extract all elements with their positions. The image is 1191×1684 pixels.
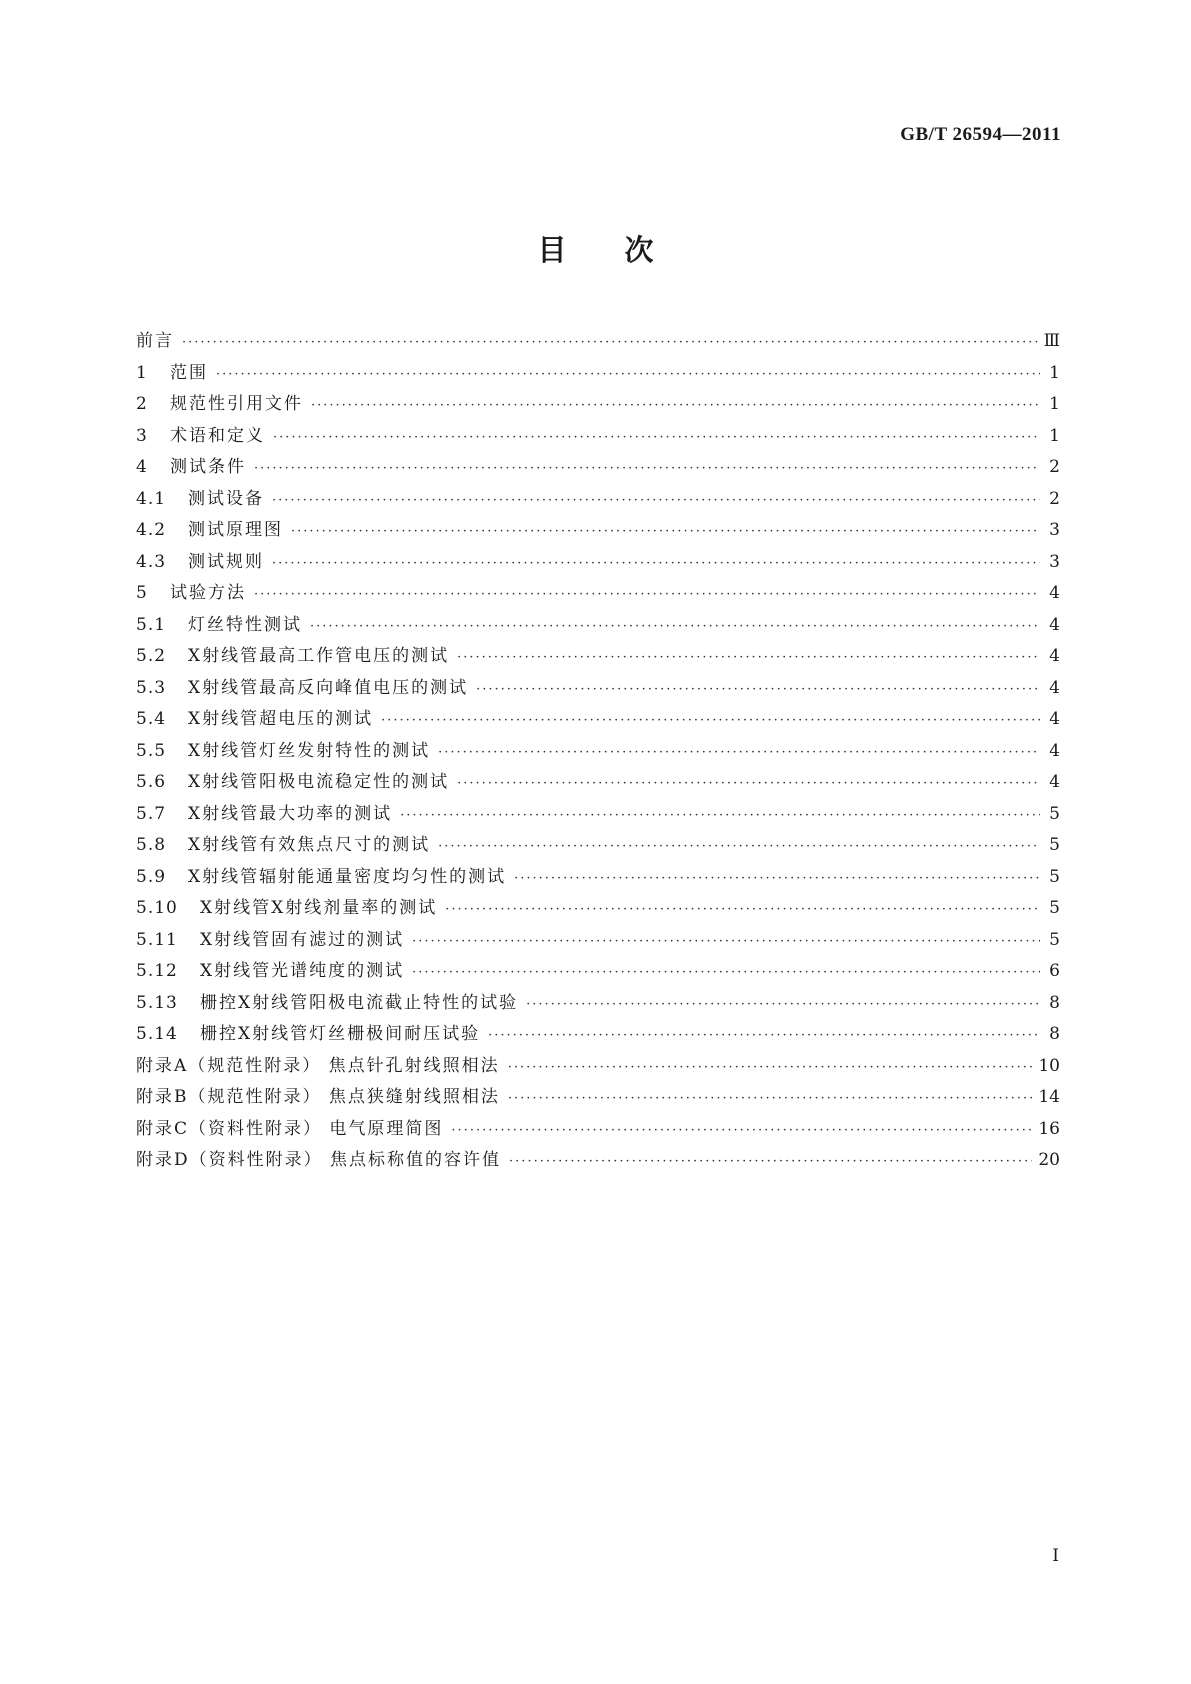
page-number: I (1052, 1546, 1059, 1566)
toc-entry-page: 16 (1038, 1118, 1060, 1139)
toc-leader-dots (514, 871, 1040, 886)
toc-entry-title: X射线管超电压的测试 (188, 709, 374, 729)
toc-entry-page: 1 (1049, 362, 1060, 383)
toc-entry-number: 5.12 (136, 961, 178, 981)
toc-leader-dots (311, 398, 1040, 413)
toc-entry-page: 4 (1049, 677, 1060, 698)
toc-leader-dots (412, 934, 1040, 949)
toc-entry[interactable] (136, 1145, 1060, 1177)
toc-entry-title: X射线管光谱纯度的测试 (200, 961, 405, 981)
toc-leader-dots (254, 461, 1040, 476)
toc-leader-dots (457, 776, 1040, 791)
toc-entry-page: 4 (1049, 709, 1060, 729)
toc-entry-title: X射线管有效焦点尺寸的测试 (188, 835, 431, 855)
toc-entry-title: 测试原理图 (188, 520, 283, 540)
toc-leader-dots (508, 1091, 1032, 1106)
toc-entry-number: 5.13 (136, 992, 178, 1013)
toc-entry-number: 3 (136, 425, 148, 446)
toc-leader-dots (508, 1060, 1033, 1075)
toc-entry-title: X射线管辐射能通量密度均匀性的测试 (188, 866, 507, 887)
toc-entry[interactable] (136, 326, 1060, 358)
toc-leader-dots (381, 713, 1040, 728)
toc-entry-page: 5 (1049, 866, 1060, 887)
toc-entry[interactable] (136, 484, 1060, 516)
toc-leader-dots (445, 902, 1040, 917)
toc-entry-title: X射线管固有滤过的测试 (200, 929, 405, 950)
toc-entry-page: 5 (1049, 803, 1060, 824)
toc-entry[interactable] (136, 578, 1060, 610)
table-of-contents (136, 326, 1060, 1177)
toc-entry-title: 栅控X射线管灯丝栅极间耐压试验 (200, 1024, 481, 1044)
toc-entry-number: 5.4 (136, 709, 167, 729)
toc-entry-title: 术语和定义 (170, 425, 265, 446)
toc-entry[interactable] (136, 862, 1060, 894)
toc-entry[interactable] (136, 452, 1060, 484)
toc-leader-dots (291, 524, 1040, 539)
toc-entry-title: 前言 (136, 331, 174, 351)
toc-entry-number: 5.5 (136, 740, 167, 761)
toc-entry[interactable] (136, 893, 1060, 925)
toc-entry-number: 5.10 (136, 898, 178, 918)
toc-entry-page: 4 (1049, 583, 1060, 603)
toc-leader-dots (476, 682, 1040, 697)
toc-entry-number: 5.8 (136, 835, 167, 855)
toc-entry[interactable] (136, 1051, 1060, 1083)
toc-entry[interactable] (136, 767, 1060, 799)
toc-entry-page: 20 (1038, 1150, 1060, 1170)
toc-entry-title: 附录A（规范性附录） 焦点针孔射线照相法 (136, 1055, 500, 1076)
toc-leader-dots (451, 1123, 1032, 1138)
toc-entry-page: 4 (1049, 646, 1060, 666)
toc-entry-title: 测试设备 (188, 488, 264, 509)
toc-entry[interactable] (136, 515, 1060, 547)
toc-entry-title: 灯丝特性测试 (188, 614, 302, 635)
toc-entry-number: 5.11 (136, 929, 178, 950)
toc-leader-dots (438, 839, 1040, 854)
toc-entry-number: 5.6 (136, 772, 167, 792)
toc-entry[interactable] (136, 956, 1060, 988)
toc-entry-page: 4 (1049, 772, 1060, 792)
toc-entry[interactable] (136, 547, 1060, 579)
toc-entry[interactable] (136, 358, 1060, 390)
toc-entry-title: 测试条件 (170, 457, 246, 477)
toc-entry-page: 6 (1049, 961, 1060, 981)
toc-entry-title: X射线管灯丝发射特性的测试 (188, 740, 431, 761)
toc-entry-title: 试验方法 (170, 583, 246, 603)
toc-entry-number: 4.1 (136, 488, 167, 509)
toc-entry-number: 5.1 (136, 614, 167, 635)
toc-leader-dots (254, 587, 1040, 602)
toc-leader-dots (272, 556, 1040, 571)
toc-entry-page: 2 (1049, 457, 1060, 477)
toc-leader-dots (310, 619, 1040, 634)
toc-entry-page: 14 (1038, 1087, 1060, 1107)
toc-entry-page: 2 (1049, 488, 1060, 509)
toc-entry-number: 2 (136, 394, 148, 414)
toc-entry[interactable] (136, 641, 1060, 673)
toc-entry-page: 10 (1038, 1055, 1060, 1076)
toc-entry[interactable] (136, 925, 1060, 957)
toc-leader-dots (400, 808, 1040, 823)
toc-leader-dots (457, 650, 1040, 665)
toc-leader-dots (488, 1028, 1040, 1043)
toc-entry-page: 8 (1049, 992, 1060, 1013)
toc-entry-number: 5.2 (136, 646, 167, 666)
toc-entry-number: 5.3 (136, 677, 167, 698)
toc-entry[interactable] (136, 1114, 1060, 1146)
toc-entry-page: Ⅲ (1043, 331, 1060, 351)
toc-entry[interactable] (136, 1082, 1060, 1114)
toc-entry-page: 5 (1049, 898, 1060, 918)
toc-entry-number: 5.7 (136, 803, 167, 824)
toc-entry[interactable] (136, 799, 1060, 831)
toc-entry-page: 5 (1049, 835, 1060, 855)
toc-entry-title: X射线管最大功率的测试 (188, 803, 393, 824)
toc-entry-title: 附录C（资料性附录） 电气原理简图 (136, 1118, 444, 1139)
toc-entry[interactable] (136, 830, 1060, 862)
toc-entry-number: 4.3 (136, 551, 167, 572)
toc-entry[interactable] (136, 673, 1060, 705)
toc-entry[interactable] (136, 389, 1060, 421)
toc-entry[interactable] (136, 610, 1060, 642)
toc-entry-page: 4 (1049, 740, 1060, 761)
toc-entry-page: 1 (1049, 394, 1060, 414)
page-title: 目次 (537, 233, 712, 267)
toc-entry-page: 5 (1049, 929, 1060, 950)
toc-entry-title: 附录B（规范性附录） 焦点狭缝射线照相法 (136, 1087, 500, 1107)
toc-entry-title: 范围 (170, 362, 208, 383)
standard-code: GB/T 26594—2011 (900, 124, 1061, 145)
toc-leader-dots (438, 745, 1040, 760)
toc-entry-title: 测试规则 (188, 551, 264, 572)
toc-entry-page: 1 (1049, 425, 1060, 446)
toc-entry[interactable] (136, 988, 1060, 1020)
toc-entry-title: 栅控X射线管阳极电流截止特性的试验 (200, 992, 519, 1013)
toc-entry-page: 4 (1049, 614, 1060, 635)
toc-entry[interactable] (136, 421, 1060, 453)
toc-entry-title: X射线管最高反向峰值电压的测试 (188, 677, 469, 698)
toc-leader-dots (412, 965, 1040, 980)
toc-entry-title: 附录D（资料性附录） 焦点标称值的容许值 (136, 1150, 502, 1170)
toc-leader-dots (272, 493, 1040, 508)
toc-entry-number: 1 (136, 362, 148, 383)
toc-entry-number: 5.9 (136, 866, 167, 887)
toc-entry-page: 8 (1049, 1024, 1060, 1044)
toc-entry[interactable] (136, 1019, 1060, 1051)
toc-entry-number: 5.14 (136, 1024, 178, 1044)
toc-leader-dots (216, 367, 1040, 382)
toc-entry-number: 4 (136, 457, 148, 477)
toc-leader-dots (182, 335, 1038, 350)
toc-entry-number: 4.2 (136, 520, 167, 540)
toc-leader-dots (509, 1154, 1032, 1169)
toc-entry-number: 5 (136, 583, 148, 603)
toc-leader-dots (526, 997, 1040, 1012)
toc-entry-page: 3 (1049, 551, 1060, 572)
toc-entry-title: X射线管阳极电流稳定性的测试 (188, 772, 450, 792)
toc-leader-dots (273, 430, 1040, 445)
toc-entry[interactable] (136, 736, 1060, 768)
toc-entry-title: 规范性引用文件 (170, 394, 303, 414)
toc-entry[interactable] (136, 704, 1060, 736)
toc-entry-page: 3 (1049, 520, 1060, 540)
toc-entry-title: X射线管X射线剂量率的测试 (200, 898, 438, 918)
toc-entry-title: X射线管最高工作管电压的测试 (188, 646, 450, 666)
